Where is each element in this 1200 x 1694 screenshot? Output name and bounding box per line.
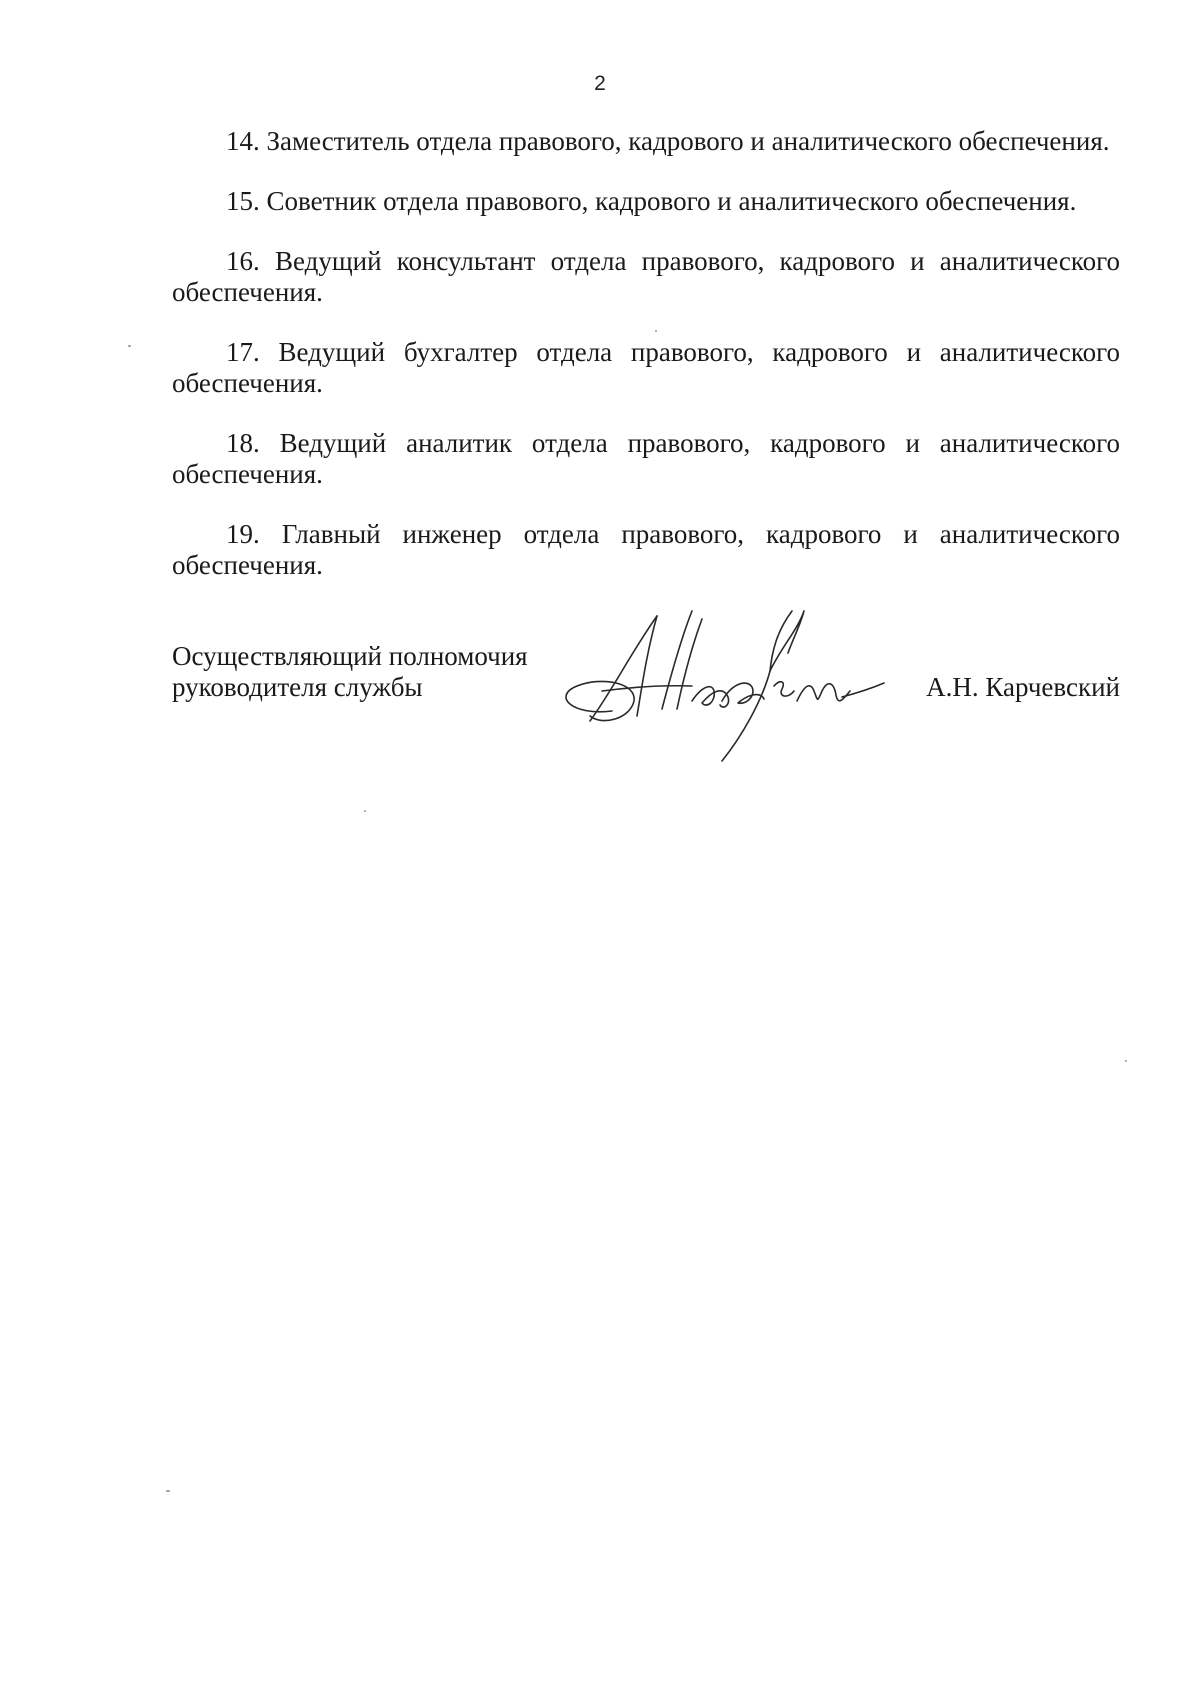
signature-block	[172, 641, 1120, 771]
scan-speck	[128, 345, 131, 347]
signer-title-line1: Осуществляющий полномочия	[172, 641, 528, 671]
list-item: 14. Заместитель отдела правового, кадрового и аналитического обеспечения.	[226, 126, 1110, 156]
signer-title-line2: руководителя службы	[172, 672, 423, 702]
signer-title	[172, 641, 528, 703]
scan-speck	[166, 1490, 170, 1492]
list-item: 19. Главный инженер отдела правового, кадрового и аналитического обеспечения.	[172, 519, 1120, 580]
signer-name: А.Н. Карчевский	[926, 672, 1120, 702]
handwritten-signature	[542, 591, 892, 766]
scan-speck	[364, 810, 366, 812]
scan-speck	[655, 330, 657, 332]
list-item: 16. Ведущий консультант отдела правового, кадрового и аналитического обеспечения.	[172, 246, 1120, 307]
position-list	[172, 126, 1120, 610]
list-item: 18. Ведущий аналитик отдела правового, кадрового и аналитического обеспечения.	[172, 428, 1120, 489]
list-item: 15. Советник отдела правового, кадрового и аналитического обеспечения.	[226, 186, 1077, 216]
scan-speck	[1125, 1060, 1127, 1062]
page-number: 2	[594, 72, 606, 95]
list-item: 17. Ведущий бухгалтер отдела правового, кадрового и аналитического обеспечения.	[172, 337, 1120, 398]
